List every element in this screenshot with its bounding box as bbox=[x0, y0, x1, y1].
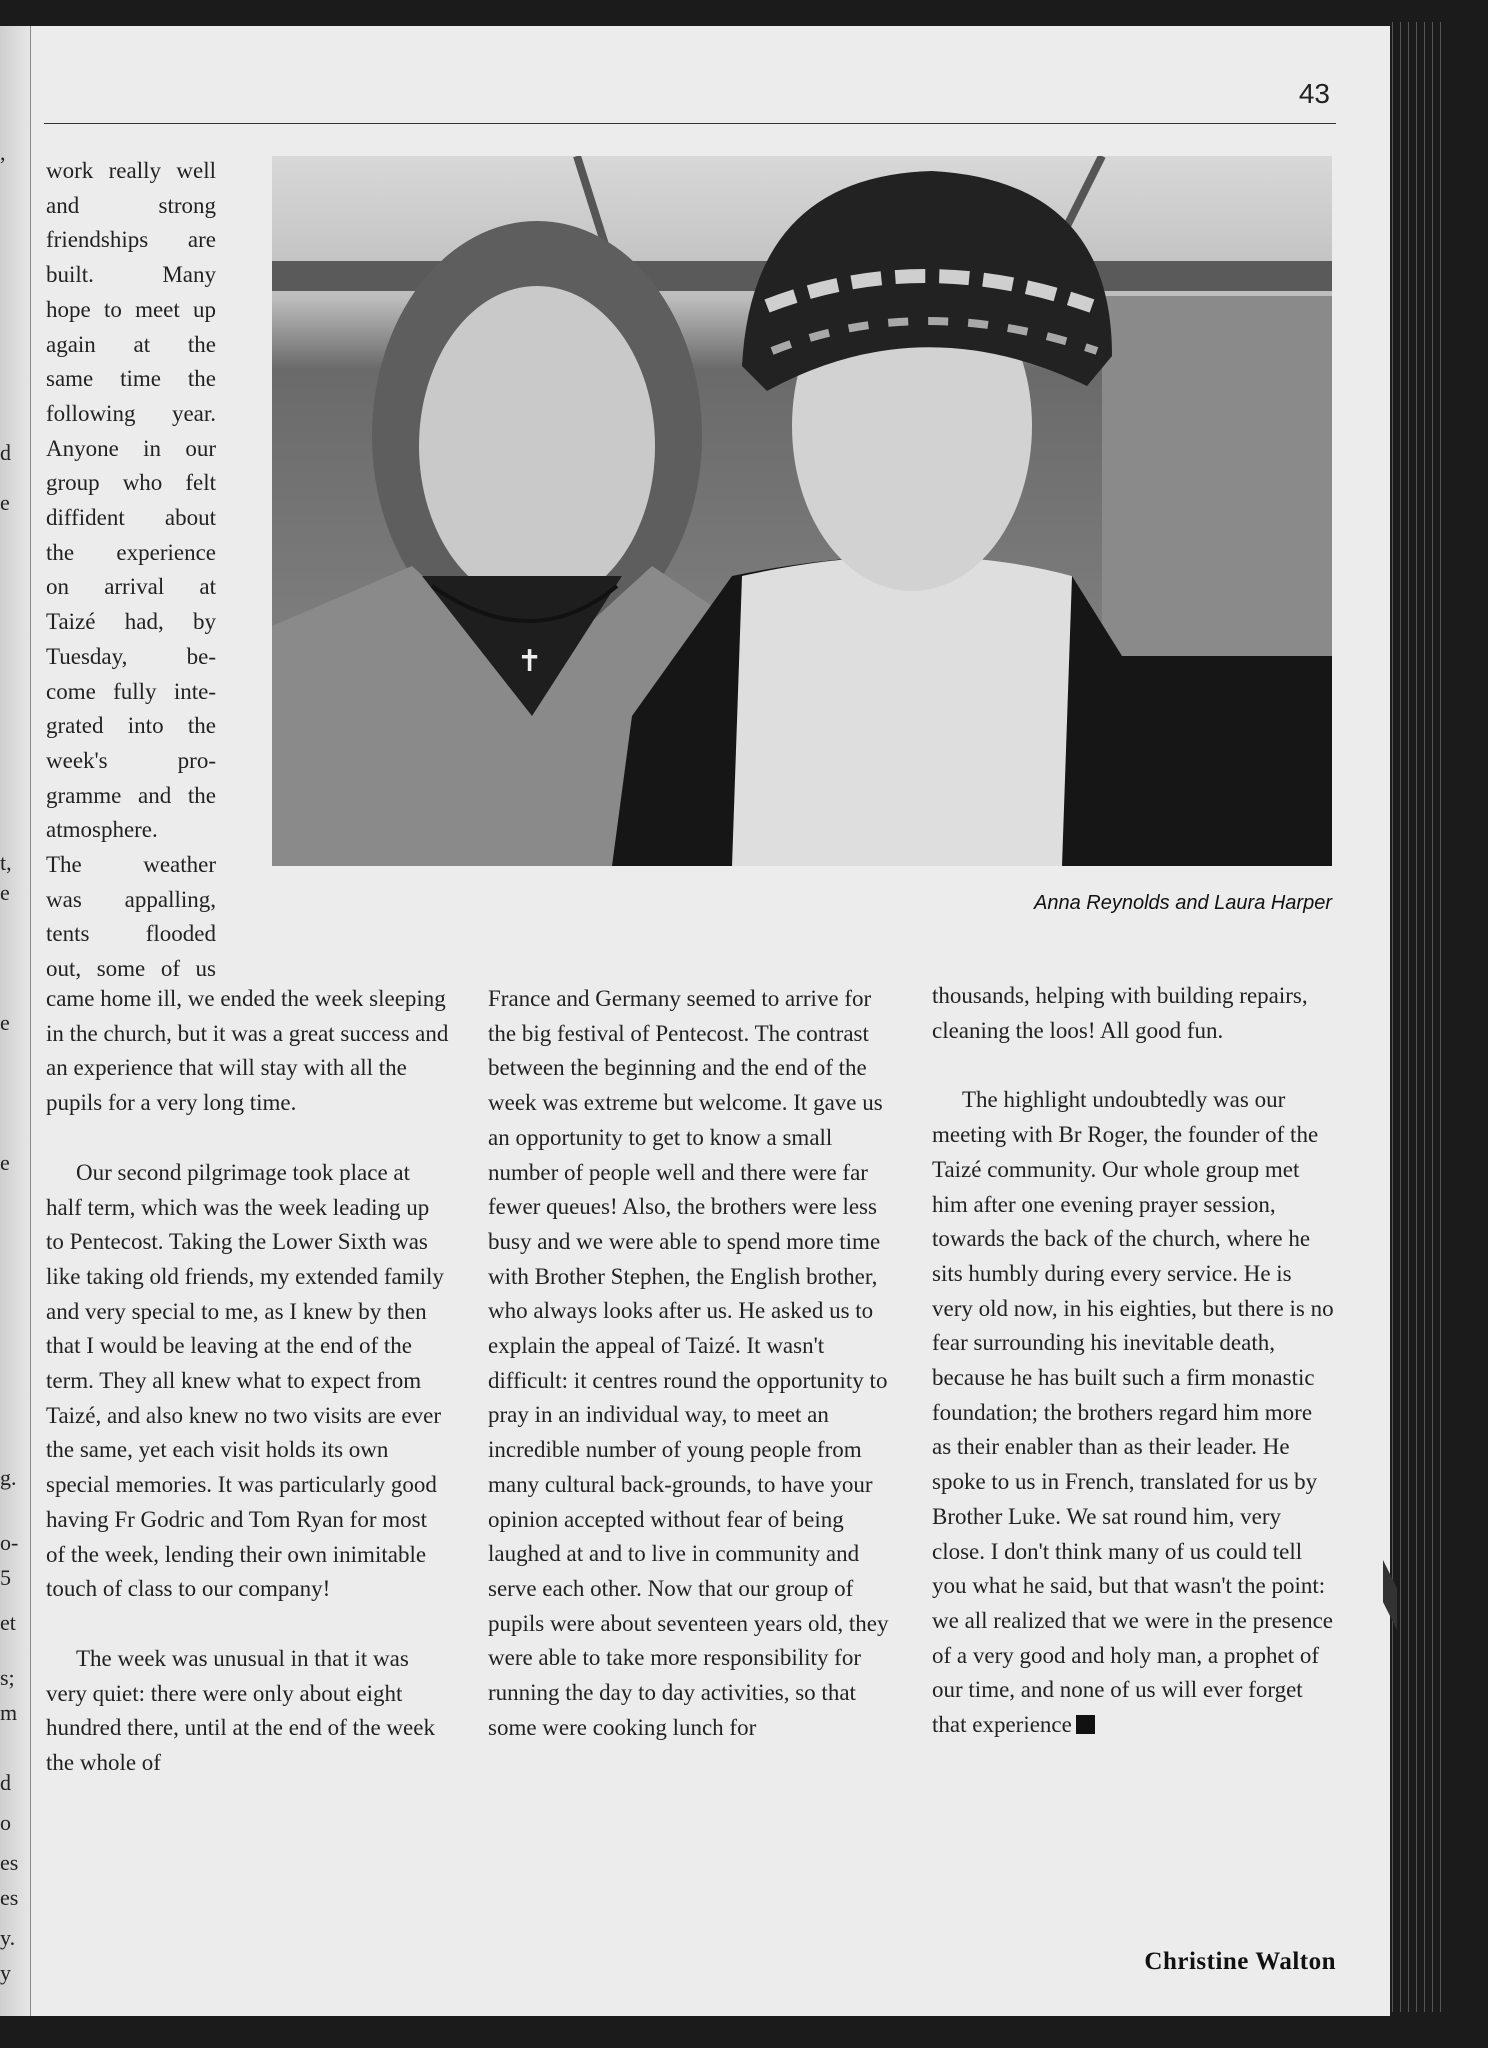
narrow-column-line: hope to meet up bbox=[46, 296, 216, 322]
column-1-paragraph-3: The week was unusual in that it was very quiet: there were only about eight hundred there, until at the end of the week the whole of bbox=[46, 1645, 435, 1776]
paragraph-gap bbox=[46, 1121, 450, 1156]
page-stack-edge bbox=[1440, 22, 1441, 2012]
svg-text:✝: ✝ bbox=[517, 644, 543, 679]
page-stack-edge bbox=[1400, 22, 1401, 2012]
column-3-paragraph-2-text: The highlight undoubtedly was our meeting with Br Roger, the founder of the Taizé community. Our whole group met him after one evening prayer session, towards the back of the church, where he sits humbly during every service. He is very old now, in his eighties, but there is no fear surrounding his inevitable death, because he has built such a firm monastic foundation; the brothers regard him more as their enabler than as their leader. He spoke to us in French, translated for us by Brother Luke. We sat round him, very close. I don't think many of us could tell you what he said, but that wasn't the point: we all realized that we were in the presence of a very good and holy man, a prophet of our time, and none of us will ever forget that experience bbox=[932, 1087, 1334, 1738]
column-1 bbox=[46, 982, 450, 1781]
narrow-column-line: Anyone in our bbox=[46, 435, 216, 461]
facing-page-fragment: y bbox=[0, 1960, 11, 1985]
header-rule bbox=[44, 123, 1336, 124]
narrow-column-line: grated into the bbox=[46, 713, 216, 739]
narrow-column-line: again at the bbox=[46, 331, 216, 357]
narrow-column-line: group who felt bbox=[46, 470, 216, 496]
facing-page-fragment: d bbox=[0, 440, 11, 465]
facing-page-fragment: e bbox=[0, 490, 10, 515]
page-stack-edge bbox=[1392, 22, 1393, 2012]
end-mark bbox=[1076, 1715, 1095, 1734]
narrow-column-line: following year. bbox=[46, 400, 216, 426]
facing-page-fragment: t, bbox=[0, 850, 12, 875]
photo bbox=[272, 156, 1332, 866]
facing-page-fragment: d bbox=[0, 1770, 11, 1795]
facing-page-fragment: es bbox=[0, 1885, 19, 1910]
narrow-column-line: The weather bbox=[46, 852, 216, 878]
narrow-column-line: on arrival at bbox=[46, 574, 216, 600]
page-stack-edge bbox=[1424, 22, 1425, 2012]
narrow-column-line: atmosphere. bbox=[46, 817, 158, 843]
photo-image bbox=[272, 156, 1332, 866]
narrow-column-line: Tuesday, be- bbox=[46, 643, 216, 669]
narrow-column-line: friendships are bbox=[46, 227, 216, 253]
paragraph-gap bbox=[932, 1048, 1336, 1083]
page-stack-edge bbox=[1416, 22, 1417, 2012]
facing-page-fragment: e bbox=[0, 1010, 10, 1035]
narrow-column-line: and strong bbox=[46, 192, 216, 218]
facing-page-fragment: g. bbox=[0, 1465, 17, 1490]
author-byline: Christine Walton bbox=[1144, 1948, 1336, 1975]
facing-page-fragment: , bbox=[0, 140, 6, 165]
facing-page-fragment: m bbox=[0, 1700, 18, 1725]
column-3-paragraph-1: thousands, helping with building repairs, cleaning the loos! All good fun. bbox=[932, 983, 1308, 1043]
facing-page-fragment: et bbox=[0, 1610, 16, 1635]
facing-page-fragment: y. bbox=[0, 1925, 16, 1950]
page-stack-edge bbox=[1408, 22, 1409, 2012]
page-stack-edge bbox=[1432, 22, 1433, 2012]
narrow-column-line: out, some of us bbox=[46, 956, 216, 982]
facing-page-fragment: 5 bbox=[0, 1565, 11, 1590]
paragraph-gap bbox=[46, 1607, 450, 1642]
facing-page-fragment: e bbox=[0, 880, 10, 905]
narrow-column-line: same time the bbox=[46, 366, 216, 392]
facing-page-fragment: es bbox=[0, 1850, 19, 1875]
column-2-paragraph-1: France and Germany seemed to arrive for the big festival of Pentecost. The contrast between the beginning and the end of the week was extreme but welcome. It gave us an opportunity to get to know a small number of people well and there were far fewer queues! Also, the brothers were less busy and we were able to spend more time with Brother Stephen, the English brother, who always looks after us. He asked us to explain the appeal of Taizé. It wasn't difficult: it centres round the opportunity to pray in an individual way, to meet an incredible number of young people from many cultural back-grounds, to have your opinion accepted without fear of being laughed at and to live in community and serve each other. Now that our group of pupils were about seventeen years old, they were able to take more responsibility for running the day to day activities, so that some were cooking lunch for bbox=[488, 986, 889, 1740]
facing-page-fragment: e bbox=[0, 1150, 10, 1175]
narrow-column-line: week's pro- bbox=[46, 747, 216, 773]
photo-caption: Anna Reynolds and Laura Harper bbox=[1034, 892, 1332, 914]
narrow-column-line: gramme and the bbox=[46, 782, 216, 808]
narrow-column-line: the experience bbox=[46, 539, 216, 565]
column-2 bbox=[488, 982, 892, 1745]
narrow-column-line: come fully inte- bbox=[46, 678, 216, 704]
page-number: 43 bbox=[1298, 78, 1330, 109]
narrow-column-line: diffident about bbox=[46, 505, 216, 531]
facing-page-fragment: o bbox=[0, 1810, 11, 1835]
column-1-paragraph-2: Our second pilgrimage took place at half term, which was the week leading up to Pentecost. Taking the Lower Sixth was like taking old friends, my extended family and very special to me, as I knew by then that I would be leaving at the end of the term. They all knew what to expect from Taizé, and also knew no two visits are ever the same, yet each visit holds its own special memories. It was particularly good having Fr Godric and Tom Ryan for most of the week, lending their own inimitable touch of class to our company! bbox=[46, 1159, 444, 1602]
narrow-column bbox=[46, 154, 216, 987]
narrow-column-line: Taizé had, by bbox=[46, 609, 216, 635]
facing-page-fragment: o- bbox=[0, 1530, 19, 1555]
column-3 bbox=[932, 979, 1336, 1743]
column-3-paragraph-2 bbox=[932, 1083, 1336, 1742]
column-1-paragraph-1: came home ill, we ended the week sleeping in the church, but it was a great success and an experience that will stay with all the pupils for a very long time. bbox=[46, 986, 449, 1116]
narrow-column-line: built. Many bbox=[46, 262, 216, 288]
narrow-column-line: was appalling, bbox=[46, 886, 216, 912]
narrow-column-line: work really well bbox=[46, 158, 216, 183]
narrow-column-line: tents flooded bbox=[46, 921, 216, 947]
previous-page-edge bbox=[0, 26, 31, 2016]
facing-page-fragment: s; bbox=[0, 1665, 15, 1690]
